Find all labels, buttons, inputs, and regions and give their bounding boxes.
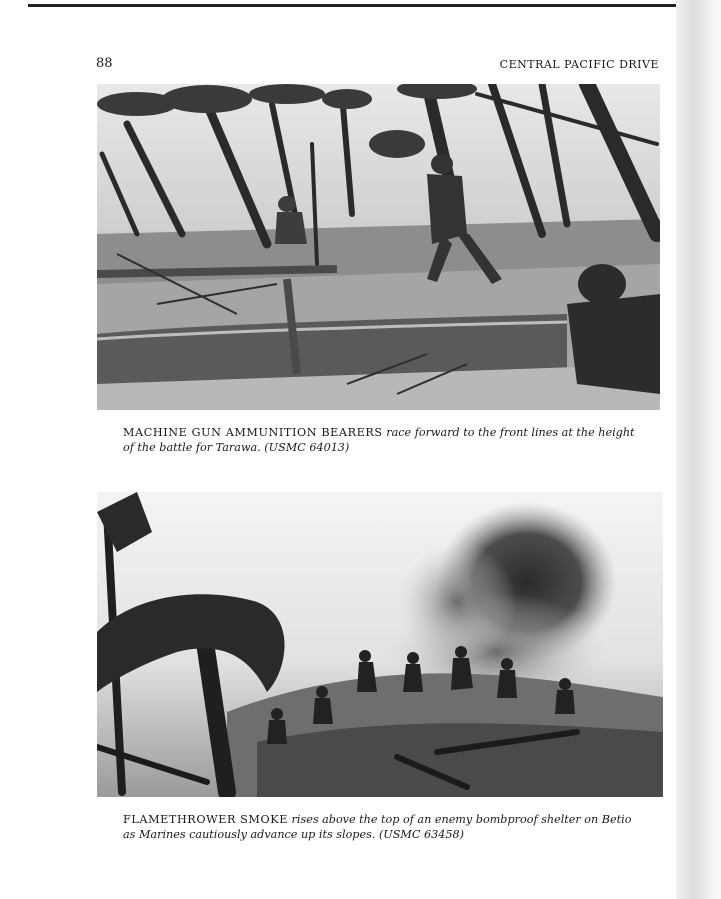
caption-flamethrower-smoke [123,812,643,842]
binding-shadow [676,0,721,899]
caption-text: rises above the top of an enemy bombproof shelter on Betio as Marines cautiously advance up its slopes. (USMC 63458) [123,813,632,841]
photo-flamethrower-smoke [97,492,663,797]
top-rule [28,4,692,7]
caption-ammunition-bearers [123,425,643,455]
caption-text: race forward to the front lines at the height of the battle for Tarawa. (USMC 64013) [123,426,635,454]
running-head: CENTRAL PACIFIC DRIVE [499,58,659,71]
caption-lead: FLAMETHROWER SMOKE [123,813,288,826]
page-number: 88 [96,56,113,71]
caption-lead: MACHINE GUN AMMUNITION BEARERS [123,426,383,439]
photo-ammunition-bearers [97,84,660,410]
